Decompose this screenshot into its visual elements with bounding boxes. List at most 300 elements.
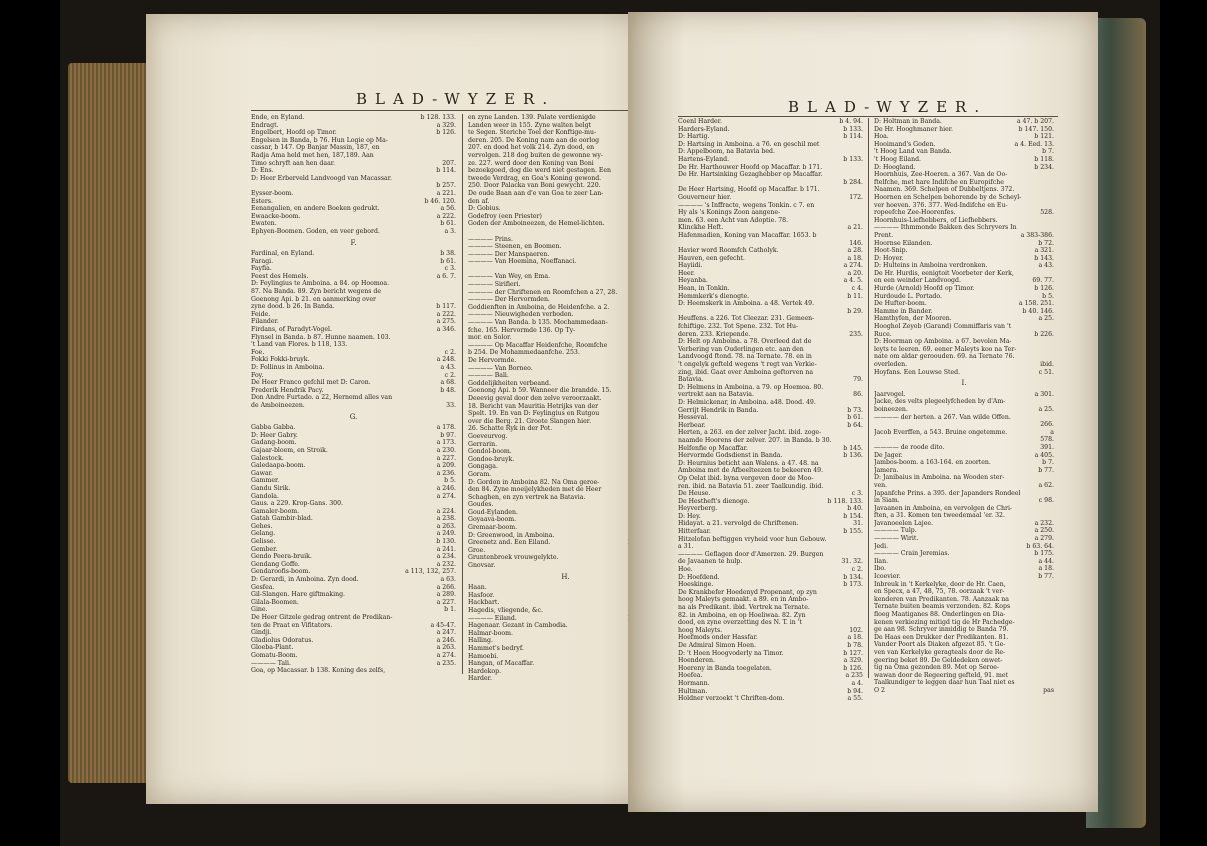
- index-term: ———— Op Macaffar Heidenfche, Roomfche: [468, 341, 608, 349]
- index-entry: [251, 561, 456, 569]
- index-entry: [678, 619, 863, 627]
- index-entry: [251, 553, 456, 561]
- index-term: Gabba Gabba.: [251, 424, 296, 432]
- index-term: Op Oelat ibid. byna vergeven door de Moo-: [678, 474, 814, 482]
- index-entry: [678, 361, 863, 369]
- index-page-ref: a 18.: [847, 634, 863, 642]
- page-edges-left: [68, 63, 148, 783]
- index-entry: [678, 148, 863, 156]
- index-page-ref: [452, 394, 456, 402]
- index-term: De Heer Gitzele gedrag ontrent de Predikan-: [251, 614, 393, 621]
- index-term: vertrekt aan na Batavia.: [678, 391, 754, 399]
- index-term: De Heer Hartsing, Hoofd op Macaffar. b 171.: [678, 186, 820, 194]
- index-entry: [251, 644, 456, 652]
- index-term: Flynsel in Banda. b 87. Hunne naamen. 103.: [251, 333, 391, 341]
- index-page-ref: [452, 288, 456, 296]
- index-entry: [678, 566, 863, 574]
- index-term: Gilala-Boomen.: [251, 598, 299, 606]
- index-entry: [678, 543, 863, 551]
- index-term: Javaanen in Amboina, en vervolgen de Chri-: [874, 504, 1013, 512]
- index-term: 87. Na Banda. 89. Zyn bericht wegens de: [251, 288, 382, 296]
- index-entry: [874, 171, 1054, 179]
- index-entry: [678, 429, 863, 437]
- index-entry: [678, 194, 863, 202]
- index-entry: [874, 588, 1054, 596]
- index-entry: [678, 445, 863, 453]
- index-term: Goenong Api. b 59. Wanneer die brandde. 15.: [468, 387, 612, 395]
- index-term: Heyanba.: [678, 277, 708, 285]
- index-page-ref: b 173.: [843, 581, 863, 589]
- index-page-ref: [1050, 270, 1054, 278]
- index-entry: [874, 148, 1054, 156]
- index-page-ref: b 257.: [436, 182, 456, 190]
- index-page-ref: b 97.: [440, 431, 456, 439]
- index-term: De Hr. Hooghmaner hier.: [874, 125, 953, 133]
- index-term: De Hestheft's dienoge.: [678, 497, 750, 505]
- index-page-ref: a 241.: [436, 545, 456, 553]
- index-page-ref: b 126.: [436, 129, 456, 137]
- index-term: ze. 227. werd door den Koning van Boni: [468, 159, 594, 167]
- index-term: Goddienften in Amboina, de Heidenfche. a 2.: [468, 303, 610, 311]
- index-term: Goudes.: [468, 501, 494, 509]
- index-page-ref: [1050, 490, 1054, 498]
- index-term: Jedi.: [874, 542, 889, 550]
- index-page-ref: [859, 353, 863, 361]
- index-entry: [251, 311, 456, 319]
- index-entry: [874, 202, 1054, 210]
- index-page-ref: b 134.: [843, 573, 863, 581]
- index-entry: [251, 341, 456, 349]
- index-page-ref: [859, 186, 863, 194]
- index-page-ref: c 3.: [851, 490, 863, 498]
- index-term: ———— Steenen, en Boomen.: [468, 243, 562, 251]
- index-term: Gloeba-Plant.: [251, 644, 294, 652]
- index-entry: [874, 679, 1054, 687]
- index-page-ref: b 133.: [843, 125, 863, 133]
- index-entry: [251, 220, 456, 228]
- index-term: D: Hoyer.: [874, 254, 904, 262]
- index-term: tweede Verdrag, en Goa's Koning gewond.: [468, 174, 602, 182]
- index-page-ref: b 118. 133.: [827, 497, 863, 505]
- index-term: 82. in Amboina, en op Hoeliwaa. 82. Zyn: [678, 611, 806, 619]
- index-entry: [251, 455, 456, 463]
- index-term: Hurdoude L. Portado.: [874, 292, 942, 300]
- index-page-ref: [859, 429, 863, 437]
- index-page-ref: a 263.: [436, 522, 456, 530]
- index-term: den af.: [468, 197, 490, 205]
- index-entry: [678, 391, 863, 399]
- index-term: Godefroy (een Priester): [468, 212, 542, 220]
- index-entry: [678, 520, 863, 528]
- index-term: hoog Maleyts gemaakt. a 89. en in Ambo-: [678, 596, 809, 604]
- index-page-ref: b 48.: [440, 386, 456, 394]
- index-page-ref: a 113, 132, 257.: [405, 568, 456, 576]
- index-page-ref: b 136.: [843, 452, 863, 460]
- index-entry: [874, 217, 1054, 225]
- left-column-rule: [462, 114, 463, 674]
- index-term: Hamthyfen, der Mooren.: [874, 315, 952, 323]
- index-page-ref: a 249.: [436, 530, 456, 538]
- index-entry: [251, 546, 456, 554]
- index-entry: [874, 179, 1054, 187]
- index-page-ref: [1050, 217, 1054, 225]
- index-page-ref: b 11.: [847, 292, 863, 300]
- index-term: fchiftige. 232. Tot Spene. 232. Tot Hu-: [678, 323, 799, 331]
- index-page-ref: [859, 315, 863, 323]
- index-page-ref: [452, 175, 456, 183]
- index-page-ref: a 263.: [436, 644, 456, 652]
- index-entry: [678, 331, 863, 339]
- index-entry: [678, 376, 863, 384]
- index-term: D: Hulteins in Amboina verdronken.: [874, 262, 988, 270]
- index-term: Harder.: [468, 675, 492, 683]
- index-page-ref: c 2.: [851, 566, 863, 574]
- index-term: Greenetz and. Een Eiland.: [468, 539, 551, 547]
- index-term: leyts te leeren. 69. eener Maleyts koo na Ter-: [874, 345, 1017, 353]
- index-entry: [678, 467, 863, 475]
- right-page: [628, 12, 1098, 812]
- index-page-ref: [1050, 186, 1054, 194]
- index-entry: [251, 515, 456, 523]
- index-page-ref: a 248.: [436, 356, 456, 364]
- index-term: De Krankbefer Hoedenyd Propenant, op zyn: [678, 588, 817, 596]
- index-entry: [251, 660, 456, 668]
- index-term: Amboina met de Afbeelteezen te bekeeren 49.: [678, 467, 824, 475]
- index-page-ref: a 274.: [436, 492, 456, 500]
- index-entry: [678, 627, 863, 635]
- index-entry: [678, 422, 863, 430]
- index-page-ref: c 51.: [1038, 368, 1054, 376]
- index-page-ref: [1050, 346, 1054, 354]
- index-term: De Hervormde.: [468, 357, 517, 364]
- index-term: Jaarvogel.: [874, 390, 906, 398]
- index-term: Foe.: [251, 348, 265, 356]
- index-page-ref: 528.: [1040, 209, 1054, 217]
- index-page-ref: 86.: [853, 391, 863, 399]
- index-term: ———— Wirit.: [874, 535, 919, 543]
- index-page-ref: [859, 612, 863, 620]
- index-page-ref: a 173.: [436, 439, 456, 447]
- index-term: D: Heer Erberveld Landvoogd van Macassar.: [251, 174, 392, 182]
- index-page-ref: a 405.: [1034, 451, 1054, 459]
- index-page-ref: a 56.: [440, 205, 456, 213]
- index-page-ref: a 246.: [436, 636, 456, 644]
- index-term: en een weinder Landvoogd.: [874, 277, 961, 285]
- index-entry: [874, 611, 1054, 619]
- index-entry: [678, 490, 863, 498]
- index-term: D: Hartig.: [678, 133, 710, 141]
- index-entry: [678, 657, 863, 665]
- index-term: Engelbert, Hoofd op Timor.: [251, 129, 337, 137]
- index-entry: [874, 657, 1054, 665]
- index-term: Schaghen, en zyn vertrek na Batavia.: [468, 493, 586, 501]
- index-entry: [678, 308, 863, 316]
- index-entry: [874, 634, 1054, 642]
- index-term: Gerrarin.: [468, 440, 498, 448]
- index-page-ref: a 238.: [436, 515, 456, 523]
- index-page-ref: a 44.: [1038, 557, 1054, 565]
- index-term: 't Land van Flores. b 118, 133.: [251, 341, 348, 349]
- index-entry: [251, 485, 456, 493]
- index-term: D: Hoogland.: [874, 163, 916, 171]
- index-page-ref: a 3.: [444, 227, 456, 235]
- index-term: fche. 165. Hervormde 136. Op Ty-: [468, 326, 576, 334]
- index-term: Ewaten.: [251, 220, 277, 228]
- index-entry: [874, 436, 1054, 444]
- index-page-ref: [859, 437, 863, 445]
- index-term: Goyaava-boom.: [468, 516, 517, 524]
- index-term: ———— Van Wey, en Ema.: [468, 273, 551, 281]
- index-entry: [251, 439, 456, 447]
- index-page-ref: b 38.: [440, 250, 456, 258]
- index-page-ref: [859, 148, 863, 156]
- index-term: tig na Oma gezonden 89. Met op Seroe-: [874, 664, 1000, 672]
- index-page-ref: a 383-386.: [1020, 231, 1054, 239]
- index-page-ref: a 25.: [1038, 315, 1054, 323]
- index-term: Japanfche Prins. a 395. der Japanders Rondeel: [874, 489, 1021, 497]
- index-entry: [678, 224, 863, 232]
- index-entry: [678, 156, 863, 164]
- index-entry: [678, 262, 863, 270]
- index-term: ———— Van Borneo.: [468, 364, 533, 372]
- index-term: Hitterfaar.: [678, 528, 711, 536]
- index-term: dood, en zyne overzetting des N. T. in 't: [678, 619, 802, 627]
- index-page-ref: [452, 341, 456, 349]
- index-page-ref: a 250.: [1034, 527, 1054, 535]
- index-entry: [251, 584, 456, 592]
- index-page-ref: [859, 475, 863, 483]
- index-entry: [874, 565, 1054, 573]
- index-entry: [251, 213, 456, 221]
- index-term: kenen verkiezing mitigd tig de Hr Pachedge-: [874, 618, 1015, 626]
- index-entry: [874, 459, 1054, 467]
- index-entry: [874, 232, 1054, 240]
- index-page-ref: [859, 217, 863, 225]
- index-entry: [251, 349, 456, 357]
- index-term: Harders-Eyland.: [678, 125, 730, 133]
- index-page-ref: a 227.: [436, 598, 456, 606]
- index-page-ref: a 227.: [436, 454, 456, 462]
- index-entry: [678, 202, 863, 210]
- index-term: Esters.: [251, 197, 273, 205]
- index-term: Klinckhe Heft.: [678, 224, 724, 232]
- index-term: Hoornen en Schelpen behorende by de Scheyl-: [874, 193, 1022, 201]
- index-entry: [678, 240, 863, 248]
- index-page-ref: a 329.: [436, 121, 456, 129]
- index-term: Fardinal, en Eyland.: [251, 250, 315, 258]
- index-term: ———— Der Manspaeren.: [468, 250, 550, 258]
- index-entry: [251, 614, 456, 622]
- index-entry: [251, 152, 456, 160]
- index-term: Gelang.: [251, 530, 276, 538]
- index-term: D: Helt op Amboina. a 78. Overleed dat de: [678, 338, 812, 346]
- index-page-ref: [452, 280, 456, 288]
- index-page-ref: a 21.: [847, 224, 863, 232]
- index-entry: [251, 228, 456, 236]
- index-page-ref: b 61.: [847, 414, 863, 422]
- index-entry: [678, 293, 863, 301]
- index-term: Ruce.: [874, 330, 892, 338]
- index-term: D: Holtman in Banda.: [874, 118, 942, 125]
- index-term: Frederik Hendrik Pacy.: [251, 386, 324, 394]
- index-term: 18. Bericht van Mauritia Hetrijks van der: [468, 402, 599, 410]
- index-term: Groe.: [468, 546, 486, 554]
- index-term: Hoeskinge.: [678, 581, 714, 589]
- index-page-ref: [1050, 649, 1054, 657]
- index-entry: [251, 129, 456, 137]
- index-entry: [251, 508, 456, 516]
- index-entry: [874, 300, 1054, 308]
- index-term: Naamen. 369. Schelpen of Dubbeltjens. 372.: [874, 186, 1015, 194]
- index-term: D: Greenwood, in Amboina.: [468, 531, 555, 539]
- index-page-ref: 172.: [849, 193, 863, 201]
- index-page-ref: a 18.: [1038, 565, 1054, 573]
- index-page-ref: a 346.: [436, 326, 456, 334]
- index-entry: [251, 364, 456, 372]
- index-entry: [874, 414, 1054, 422]
- index-term: Hardekop.: [468, 667, 502, 675]
- index-page-ref: a 55.: [847, 695, 863, 703]
- index-page-ref: [1050, 603, 1054, 611]
- index-page-ref: a 222.: [436, 310, 456, 318]
- index-term: Gomatu-Boom.: [251, 651, 298, 659]
- index-entry: [874, 603, 1054, 611]
- index-entry: [678, 513, 863, 521]
- index-entry: [874, 247, 1054, 255]
- index-page-ref: [1050, 202, 1054, 210]
- index-page-ref: [859, 543, 863, 551]
- index-term: ropeefche Zee-Hoorenfes.: [874, 209, 956, 217]
- index-term: De Heer Franco gefchil met D: Caron.: [251, 379, 371, 387]
- index-entry: [874, 186, 1054, 194]
- index-page-ref: [859, 232, 863, 240]
- index-entry: [678, 209, 863, 217]
- index-entry: [678, 285, 863, 293]
- index-page-ref: b 40.: [847, 505, 863, 513]
- index-term: Landen weer in 155. Zyne walten belgt: [468, 121, 592, 129]
- index-entry: [874, 512, 1054, 520]
- index-term: ge aan 98. Schryver inmiddig te Banda 79.: [874, 626, 1009, 634]
- index-page-ref: b 7.: [1042, 459, 1054, 467]
- index-term: Ewaacke-boom.: [251, 212, 301, 220]
- index-page-ref: [452, 334, 456, 342]
- index-page-ref: [859, 460, 863, 468]
- index-page-ref: [859, 202, 863, 210]
- index-term: Hammet's bedryf.: [468, 644, 524, 652]
- index-page-ref: a 4.: [851, 679, 863, 687]
- index-entry: [874, 293, 1054, 301]
- index-page-ref: b 133.: [843, 155, 863, 163]
- left-running-head: BLAD-WYZER.: [356, 90, 556, 108]
- index-page-ref: [1050, 619, 1054, 627]
- index-entry: [251, 470, 456, 478]
- index-entry: [874, 474, 1054, 482]
- index-page-ref: [1050, 414, 1054, 422]
- index-entry: [874, 664, 1054, 672]
- index-entry: [874, 429, 1054, 437]
- index-entry: [251, 258, 456, 266]
- index-term: Gandola.: [251, 492, 279, 500]
- section-letter: F.: [350, 238, 357, 247]
- index-term: Helfenfie op Macaffar.: [678, 444, 748, 452]
- index-entry: [678, 650, 863, 658]
- index-term: Hooimand's Goden.: [874, 140, 936, 148]
- index-page-ref: b 114.: [843, 133, 863, 141]
- index-entry: [874, 255, 1054, 263]
- index-page-ref: b 4. 94.: [839, 118, 863, 125]
- index-page-ref: [859, 551, 863, 559]
- index-page-ref: b 94.: [847, 687, 863, 695]
- open-book: [68, 8, 1146, 834]
- index-page-ref: b 117.: [436, 303, 456, 311]
- index-page-ref: b 127.: [843, 649, 863, 657]
- index-page-ref: 79.: [853, 376, 863, 384]
- index-term: Gajaar-bloem, en Stroik.: [251, 446, 328, 454]
- index-entry: [251, 122, 456, 130]
- index-term: hoog Maleyts.: [678, 626, 723, 634]
- index-entry: [678, 353, 863, 361]
- index-page-ref: b 29.: [847, 307, 863, 315]
- index-term: Hoyfans. Een Louwse Sted.: [874, 368, 961, 376]
- index-entry: [874, 550, 1054, 558]
- index-term: Inbreuk in 't Kerkelyke, door de Hr. Caen,: [874, 580, 1006, 588]
- index-entry: [874, 164, 1054, 172]
- index-page-ref: a 18.: [847, 254, 863, 262]
- index-term: Herbear.: [678, 421, 706, 429]
- index-page-ref: 102.: [849, 626, 863, 634]
- index-entry: [874, 490, 1054, 498]
- index-term: Hoefmods onder Hassfar.: [678, 634, 758, 642]
- index-page-ref: b 121.: [1034, 133, 1054, 141]
- index-term: D: Janibaius in Amboina. na Wooden ster-: [874, 474, 1005, 482]
- index-page-ref: b 77.: [1038, 573, 1054, 581]
- index-term: ven van Kerkelyke geragteals door de Re-: [874, 648, 1006, 656]
- index-entry: [251, 356, 456, 364]
- index-term: in Siam.: [874, 497, 900, 505]
- index-term: Hooghol Zeyeb (Garand) Commiffaris van 't: [874, 323, 1012, 331]
- index-entry: [251, 167, 456, 175]
- index-term: Hitzelofan beftiggen vryheid voor hun Gebouw.: [678, 535, 827, 543]
- index-page-ref: [859, 384, 863, 392]
- index-term: 207. en dood het volk 214. Zyn dood, en: [468, 144, 595, 152]
- index-page-ref: a 274.: [843, 262, 863, 270]
- index-term: Verbering van Ouderlingen etc. aan den: [678, 345, 804, 353]
- index-page-ref: [859, 361, 863, 369]
- index-page-ref: [452, 500, 456, 508]
- index-entry: [251, 576, 456, 584]
- index-page-ref: [452, 614, 456, 622]
- index-entry: [874, 672, 1054, 680]
- index-term: Fokki Fokki-bruyk.: [251, 356, 310, 364]
- index-entry: [874, 444, 1054, 452]
- index-page-ref: b 130.: [436, 538, 456, 546]
- index-term: de Javaanen te hulp.: [678, 558, 743, 566]
- index-page-ref: a 25.: [1038, 405, 1054, 413]
- index-page-ref: a 221.: [436, 189, 456, 197]
- index-entry: [874, 270, 1054, 278]
- index-entry: [874, 482, 1054, 490]
- index-entry: [678, 437, 863, 445]
- index-term: men. 63. een Acht van Adoptie. 78.: [678, 216, 789, 224]
- index-term: Heer.: [678, 269, 695, 277]
- index-page-ref: 146.: [849, 239, 863, 247]
- index-entry: [251, 198, 456, 206]
- index-term: boineezen.: [874, 405, 908, 413]
- index-term: floeg Maatiganes 88. Onderlingen en Dia-: [874, 611, 1006, 618]
- index-term: Hamoebi.: [468, 652, 499, 660]
- index-page-ref: b 284.: [843, 178, 863, 186]
- index-term: De Hr. Hurdis, eenigtoit Voorbeter der Kerk,: [874, 269, 1014, 277]
